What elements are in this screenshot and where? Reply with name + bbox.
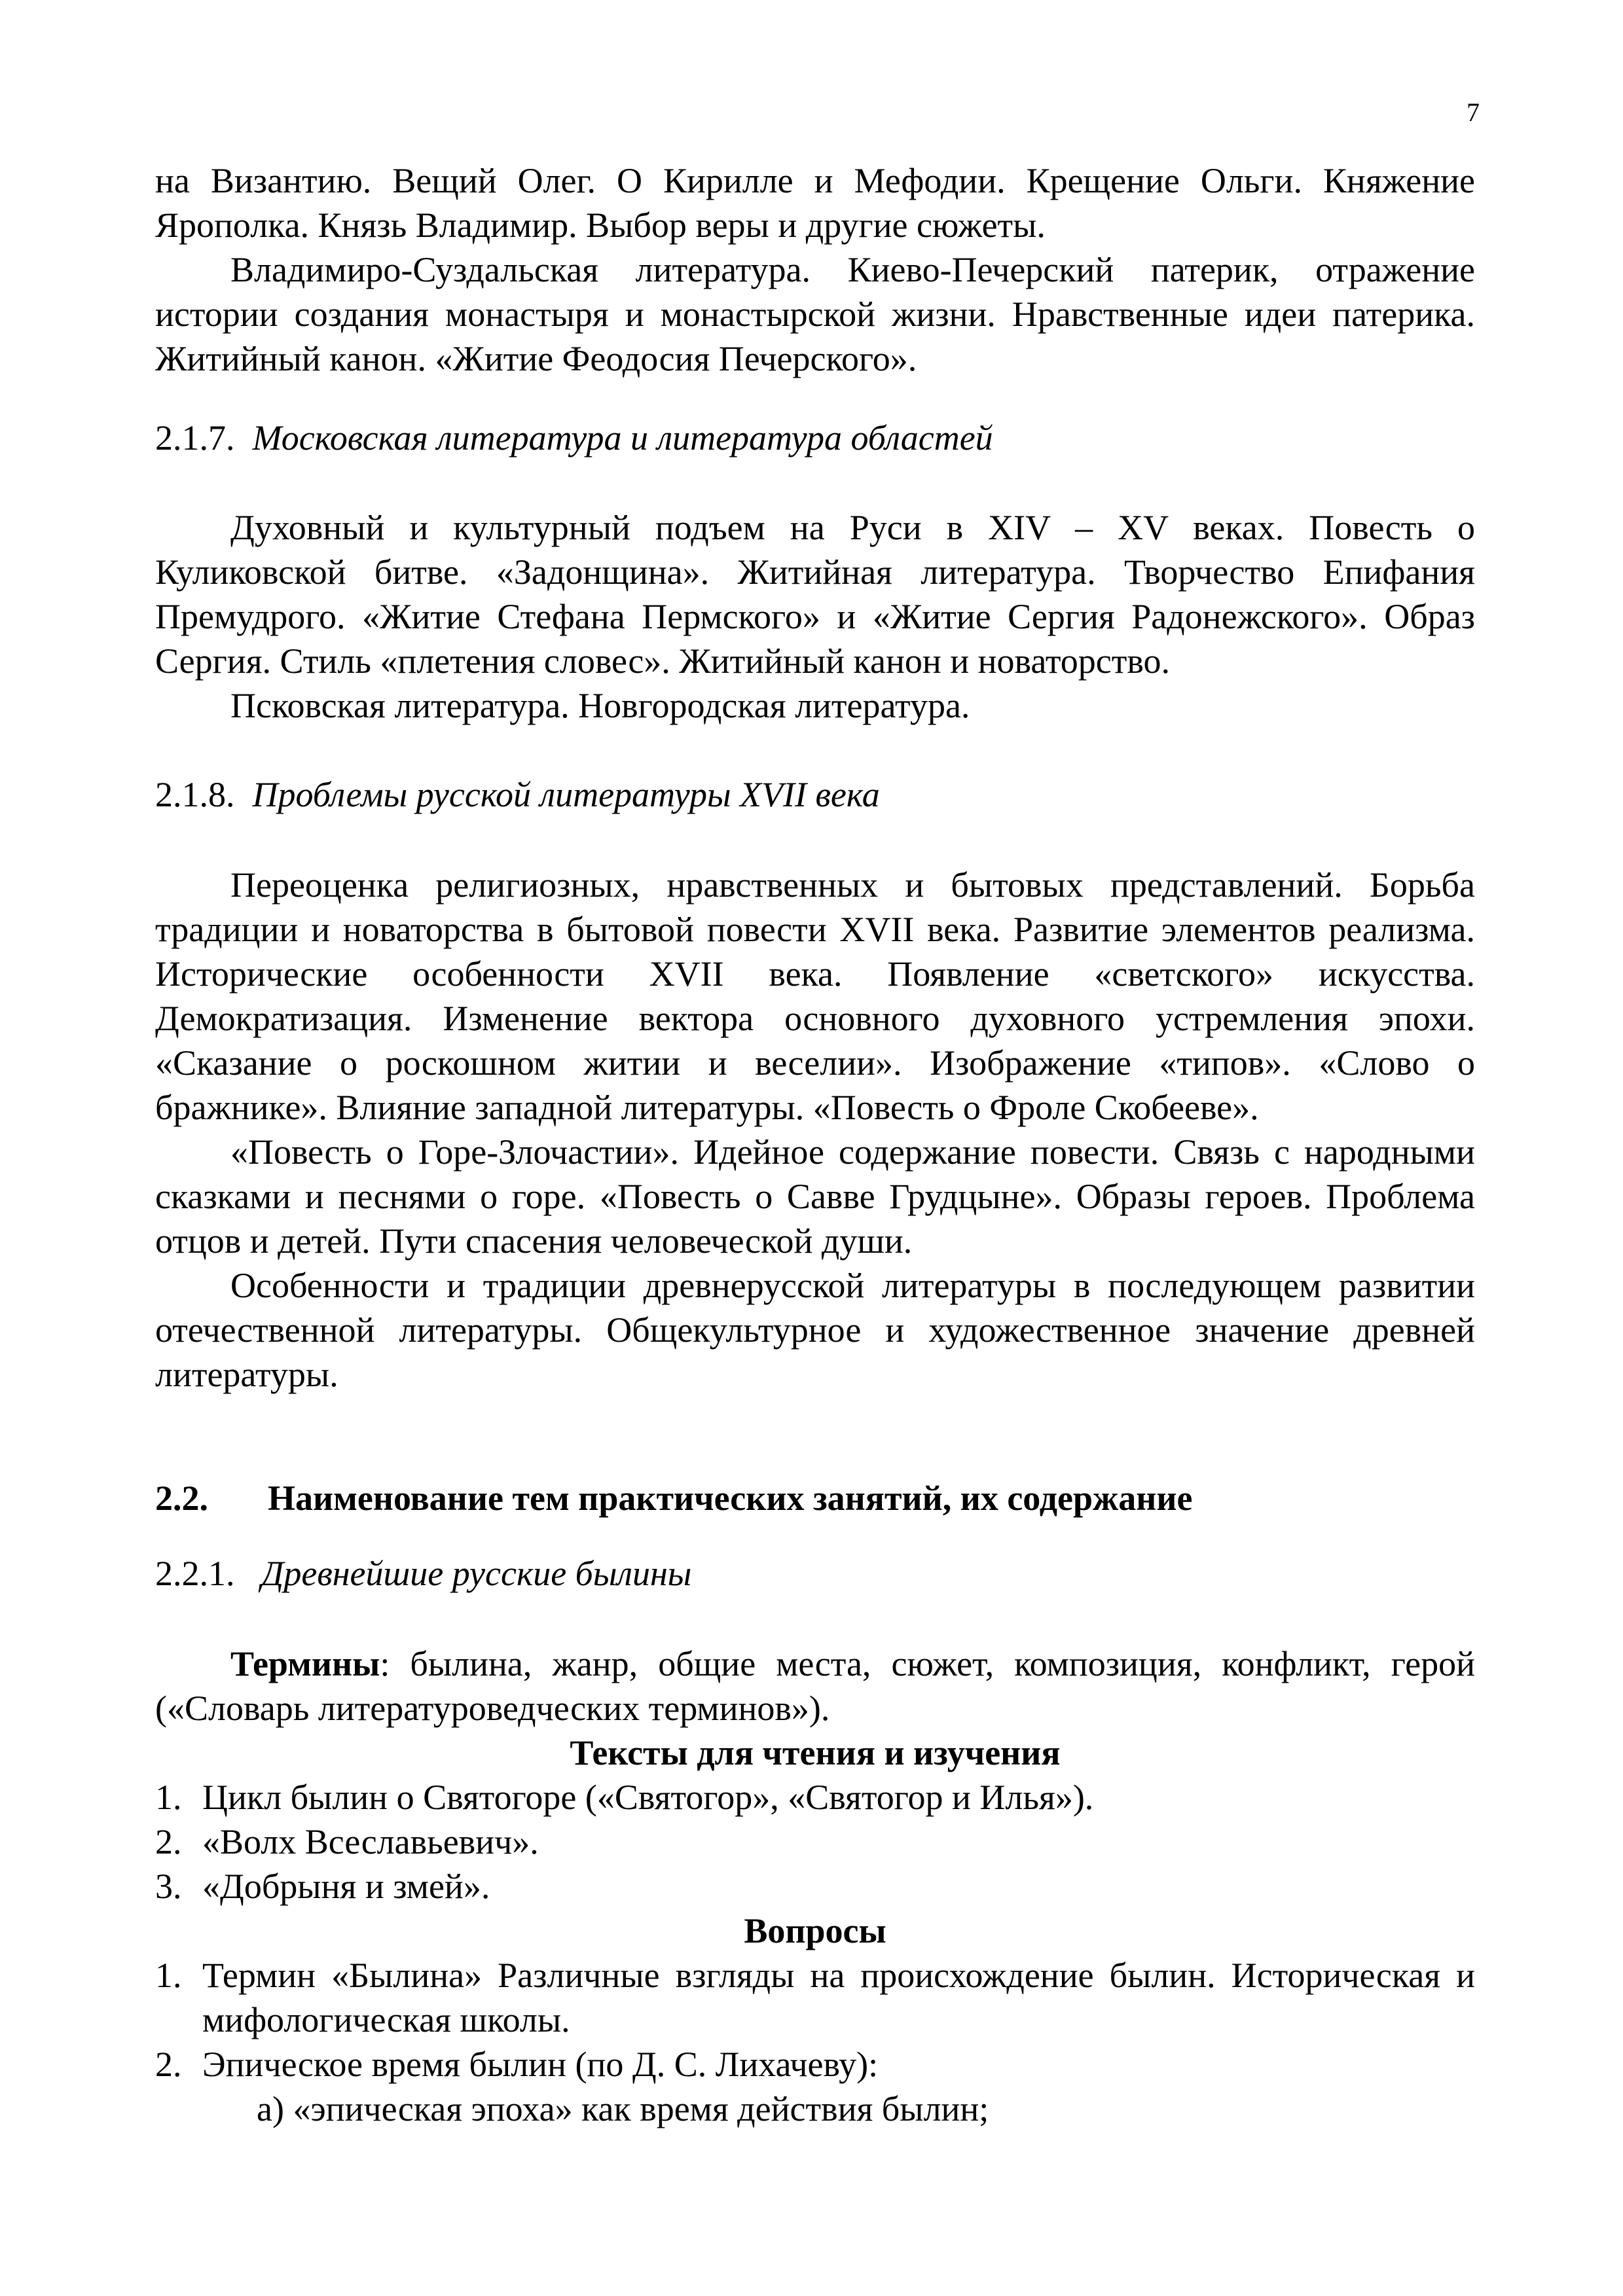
list-text: «Добрыня и змей». [202, 1867, 490, 1906]
section-number: 2.2.1. [155, 1554, 235, 1593]
list-number: 1. [155, 1956, 182, 1995]
questions-list [155, 1953, 1475, 2087]
section-number: 2.1.8. [155, 775, 235, 814]
list-item [155, 1953, 1475, 2042]
list-text: Эпическое время былин (по Д. С. Лихачеву): [202, 2045, 879, 2084]
section-number: 2.1.7. [155, 418, 235, 457]
list-item [155, 2042, 1475, 2087]
section-2-2-1-body [155, 1641, 1475, 2131]
section-2-1-8 [155, 772, 1475, 817]
section-title: Древнейшие русские былины [261, 1554, 692, 1593]
section-title: Проблемы русской литературы XVII века [252, 775, 880, 814]
list-text: Термин «Былина» Различные взгляды на происхождение былин. Историческая и мифологическая школы. [202, 1956, 1475, 2039]
paragraph: «Повесть о Горе-Злочастии». Идейное содержание повести. Связь с народными сказками и песнями о горе. «Повесть о Савве Грудцыне». Образы героев. Проблема отцов и детей. Пути спасения человеческой души. [155, 1132, 1475, 1261]
paragraph: Особенности и традиции древнерусской литературы в последующем развитии отечественной литературы. Общекультурное и художественное значение древней литературы. [155, 1266, 1475, 1394]
section-number: 2.2. [155, 1479, 208, 1518]
terms-label: Термины [230, 1644, 380, 1683]
list-item [155, 1775, 1475, 1820]
list-number: 2. [155, 2045, 182, 2084]
section-2-2-1 [155, 1551, 1475, 1596]
list-number: 3. [155, 1867, 182, 1906]
page-number: 7 [1467, 98, 1480, 127]
terms-paragraph [155, 1641, 1475, 1731]
intro-block [155, 158, 1475, 381]
section-2-1-7-body [155, 505, 1475, 728]
section-heading [155, 416, 1475, 460]
list-item [155, 1820, 1475, 1864]
list-text: «Волх Всеславьевич». [202, 1822, 539, 1861]
texts-list [155, 1775, 1475, 1909]
paragraph: Псковская литература. Новгородская литература. [230, 686, 970, 725]
intro-paragraph-1: на Византию. Вещий Олег. О Кирилле и Мефодии. Крещение Ольги. Княжение Ярополка. Князь Владимир. Выбор веры и другие сюжеты. [155, 161, 1475, 245]
texts-heading: Тексты для чтения и изучения [570, 1733, 1061, 1772]
questions-heading: Вопросы [744, 1911, 886, 1950]
list-number: 1. [155, 1778, 182, 1817]
section-2-1-8-body [155, 863, 1475, 1397]
section-title: Московская литература и литература областей [252, 418, 993, 457]
section-2-2 [155, 1476, 1475, 1520]
terms-text: : былина, жанр, общие места, сюжет, композиция, конфликт, герой («Словарь литературоведческих терминов»). [155, 1644, 1475, 1728]
section-heading [155, 772, 1475, 817]
intro-paragraph-2: Владимиро-Суздальская литература. Киево-Печерский патерик, отражение истории создания монастыря и монастырской жизни. Нравственные идеи патерика. Житийный канон. «Житие Феодосия Печерского». [155, 250, 1475, 378]
paragraph: Переоценка религиозных, нравственных и бытовых представлений. Борьба традиции и новаторства в бытовой повести XVII века. Развитие элементов реализма. Исторические особенности XVII века. Появление «светского» искусства. Демократизация. Изменение вектора основного духовного устремления эпохи. «Сказание о роскошном житии и веселии». Изображение «типов». «Слово о бражнике». Влияние западной литературы. «Повесть о Фроле Скобееве». [155, 865, 1475, 1127]
list-number: 2. [155, 1822, 182, 1861]
list-text: Цикл былин о Святогоре («Святогор», «Святогор и Илья»). [202, 1778, 1094, 1817]
section-heading-bold [155, 1476, 1475, 1520]
section-heading [155, 1551, 1475, 1596]
sub-item-a: а) «эпическая эпоха» как время действия былин; [257, 2089, 989, 2128]
section-title: Наименование тем практических занятий, их содержание [268, 1479, 1193, 1518]
section-2-1-7 [155, 416, 1475, 460]
list-item [155, 1864, 1475, 1909]
paragraph: Духовный и культурный подъем на Руси в XIV – XV веках. Повесть о Куликовской битве. «Задонщина». Житийная литература. Творчество Епифания Премудрого. «Житие Стефана Пермского» и «Житие Сергия Радонежского». Образ Сергия. Стиль «плетения словес». Житийный канон и новаторство. [155, 508, 1475, 681]
